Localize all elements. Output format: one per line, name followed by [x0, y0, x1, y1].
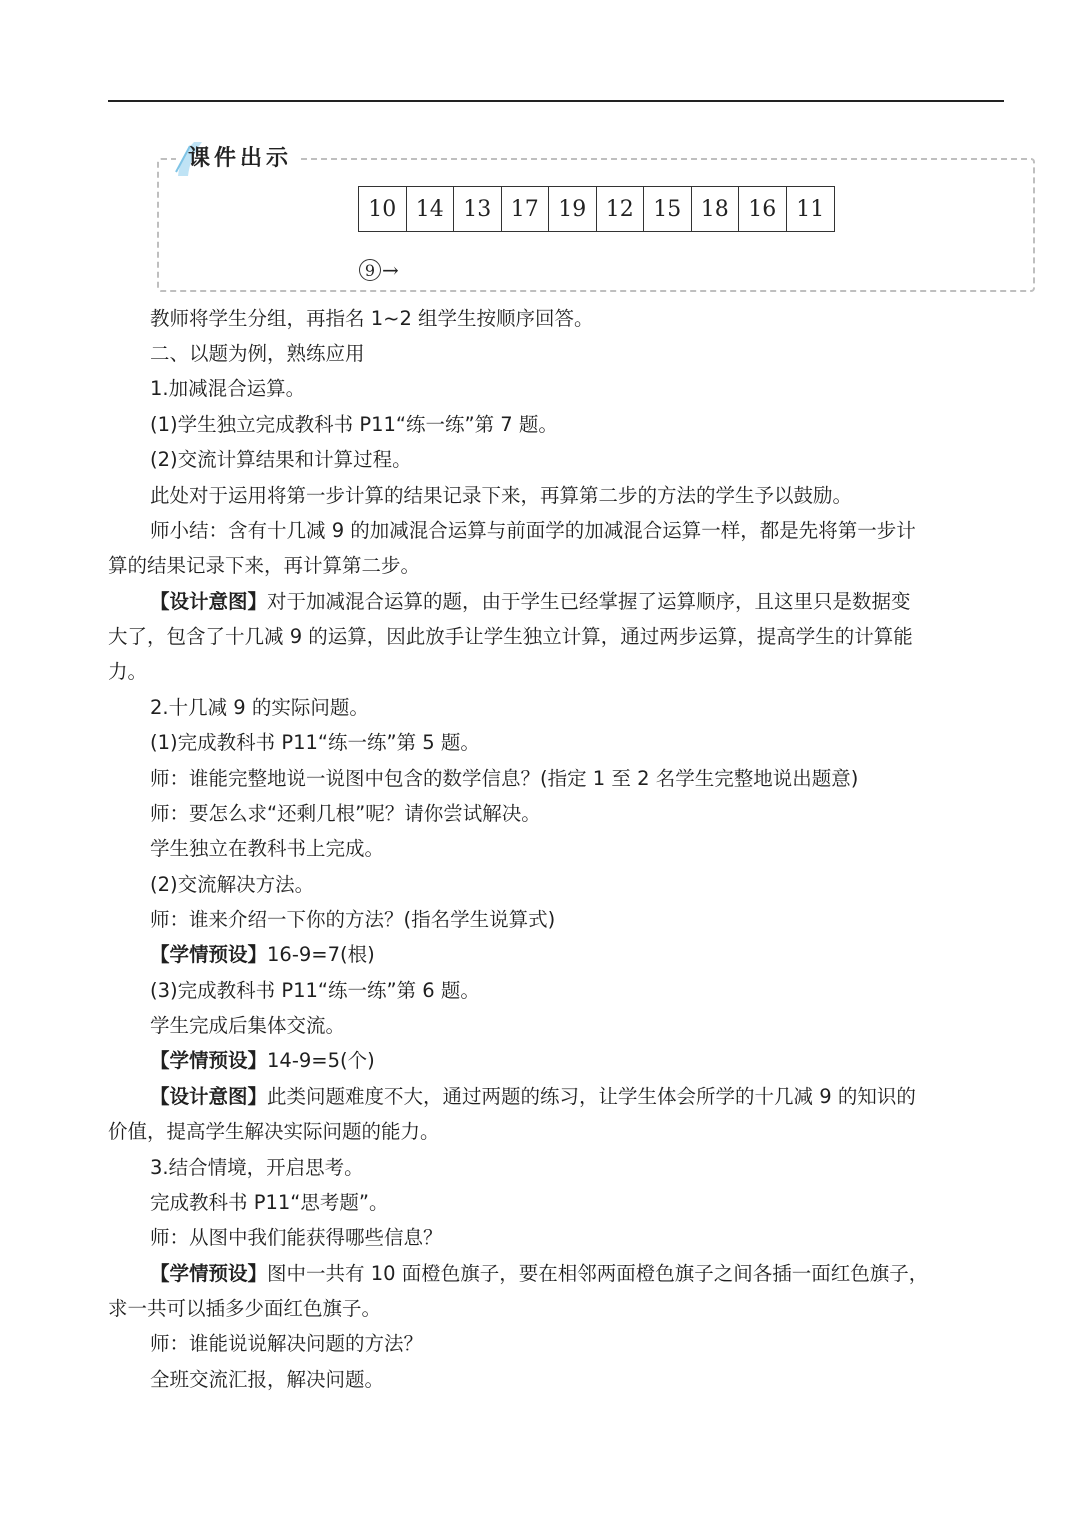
preset-line: 【学情预设】16-9=7(根)	[150, 943, 375, 966]
label-tag: 【设计意图】	[150, 1085, 268, 1108]
body-line: 力。	[108, 660, 148, 683]
number-cell: 16	[739, 187, 787, 231]
body-line: 师：谁来介绍一下你的方法？(指名学生说算式)	[150, 908, 556, 931]
label-tag: 【学情预设】	[150, 1049, 268, 1072]
body-line: 学生完成后集体交流。	[150, 1014, 346, 1037]
section-heading: 二、以题为例，熟练应用	[150, 342, 365, 365]
body-line: 3.结合情境，开启思考。	[150, 1156, 364, 1179]
arrow-right-icon: →	[382, 258, 399, 282]
body-line: (3)完成教科书 P11“练一练”第 6 题。	[150, 979, 480, 1002]
body-line: (1)学生独立完成教科书 P11“练一练”第 7 题。	[150, 413, 558, 436]
body-line: 1.加减混合运算。	[150, 377, 306, 400]
body-line: 师：要怎么求“还剩几根”呢？请你尝试解决。	[150, 802, 541, 825]
preset-line: 【学情预设】14-9=5(个)	[150, 1049, 375, 1072]
number-cell: 11	[796, 196, 825, 222]
body-line: 师：谁能完整地说一说图中包含的数学信息？(指定 1 至 2 名学生完整地说出题意)	[150, 767, 859, 790]
number-cell: 18	[692, 187, 740, 231]
label-tag: 【学情预设】	[150, 1262, 268, 1285]
body-line: 师：从图中我们能获得哪些信息？	[150, 1226, 443, 1249]
design-intent-line: 【设计意图】对于加减混合运算的题，由于学生已经掌握了运算顺序，且这里只是数据变	[150, 590, 911, 613]
number-sequence-table	[358, 186, 835, 232]
body-line: 价值，提高学生解决实际问题的能力。	[108, 1120, 440, 1143]
body-line: 大了，包含了十几减 9 的运算，因此放手让学生独立计算，通过两步运算，提高学生的计算能	[108, 625, 913, 648]
number-cell: 15	[644, 187, 692, 231]
body-line: 学生独立在教科书上完成。	[150, 837, 385, 860]
number-cell: 12	[597, 187, 645, 231]
body-line: (2)交流计算结果和计算过程。	[150, 448, 412, 471]
body-line: 全班交流汇报，解决问题。	[150, 1368, 385, 1391]
body-line: 师小结：含有十几减 9 的加减混合运算与前面学的加减混合运算一样，都是先将第一步计	[150, 519, 916, 542]
body-line: 2.十几减 9 的实际问题。	[150, 696, 369, 719]
body-line: 完成教科书 P11“思考题”。	[150, 1191, 389, 1214]
body-line: 算的结果记录下来，再计算第二步。	[108, 554, 421, 577]
label-tag: 【设计意图】	[150, 590, 268, 613]
label-tag: 【学情预设】	[150, 943, 268, 966]
courseware-title: 课件出示	[188, 146, 293, 171]
number-cell: 13	[454, 187, 502, 231]
design-intent-line: 【设计意图】此类问题难度不大，通过两题的练习，让学生体会所学的十几减 9 的知识的	[150, 1085, 916, 1108]
number-cell: 14	[407, 187, 455, 231]
subtract-operator	[359, 257, 399, 283]
preset-line: 【学情预设】图中一共有 10 面橙色旗子，要在相邻两面橙色旗子之间各插一面红色旗子，	[150, 1262, 929, 1285]
body-line: 教师将学生分组，再指名 1~2 组学生按顺序回答。	[150, 307, 594, 330]
number-cell: 10	[359, 187, 407, 231]
number-cell: 17	[502, 187, 550, 231]
number-cell: 19	[549, 187, 597, 231]
circled-number: 9	[359, 259, 381, 281]
header-rule	[108, 100, 1004, 102]
body-line: (2)交流解决方法。	[150, 873, 315, 896]
courseware-header	[176, 136, 300, 182]
body-line: 师：谁能说说解决问题的方法？	[150, 1332, 424, 1355]
body-line: 此处对于运用将第一步计算的结果记录下来，再算第二步的方法的学生予以鼓励。	[150, 484, 853, 507]
body-line: 求一共可以插多少面红色旗子。	[108, 1297, 382, 1320]
body-line: (1)完成教科书 P11“练一练”第 5 题。	[150, 731, 480, 754]
